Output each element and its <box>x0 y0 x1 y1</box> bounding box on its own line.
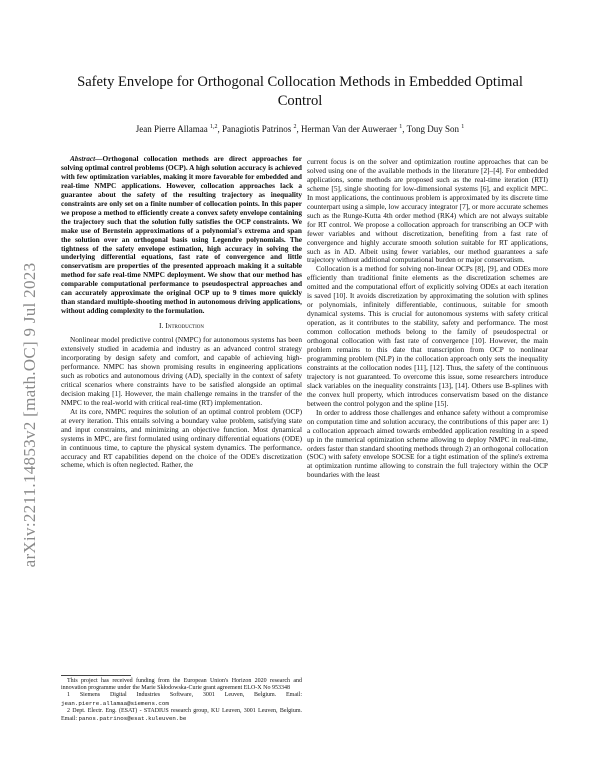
author: Tong Duy Son $^1$ <box>406 124 465 134</box>
author: Jean Pierre Allamaa $^{1,2}$ <box>135 124 218 134</box>
author: Panagiotis Patrinos $^2$ <box>221 124 297 134</box>
footnote-affiliation-2: 2 Dept. Electr. Eng. (ESAT) - STADIUS research group, KU Leuven, 3001 Leuven, Belgium. Email: panos.patrinos@esat.kuleuven.be <box>61 707 302 723</box>
abstract-text: —Orthogonal collocation methods are direct approaches for solving optimal control problems (OCP). A high solution accuracy is achieved with few optimization variables, making it more favorable for embedded and real-time NMPC applications. However, collocation approaches lack a guarantee about the safety of the resulting trajectory as inequality constraints are only set on a finite number of collocation points. In this paper we propose a method to efficiently create a convex safety envelope containing the trajectory such that the solution fully satisfies the OCP constraints. We make use of Bernstein approximations of a polynomial's extrema and span the solution over an orthogonal basis using Legendre polynomials. The tightness of the safety envelope estimation, high accuracy in solving the underlying differential equations, fast rate of convergence and little conservatism are properties of the presented approach making it a suitable method for safe real-time NMPC deployment. We show that our method has comparable computational performance to pseudospectral approaches and can accurately approximate the original OCP up to 9 times more quickly than standard multiple-shooting method in autonomous driving applications, without adding complexity to the formulation. <box>61 154 302 316</box>
left-column <box>61 155 302 470</box>
right-column <box>307 158 548 480</box>
author: Herman Van der Auweraer $^1$ <box>300 124 403 134</box>
abstract <box>61 155 302 316</box>
abstract-lead: Abstract <box>70 154 96 163</box>
footnote-affiliation-1: 1 Siemens Digital Industries Software, 3001 Leuven, Belgium. Email: jean.pierre.allamaa@siemens.com <box>61 692 302 707</box>
email-link[interactable]: panos.patrinos@esat.kuleuven.be <box>78 715 187 723</box>
body-paragraph: current focus is on the solver and optimization routine approaches that can be solved using one of the available methods in the literature [2]–[4]. For embedded applications, some methods are proposed such as the real-time iteration (RTI) scheme [5], single shooting for low-dimensional systems [6], and explicit MPC. In most applications, the continuous problem is approximated by its discrete time counterpart using a simple, low accuracy integrator [7], or more accurate schemes such as the Runge-Kutta 4th order method (RK4) which are not always suitable for RT control. We propose a collocation approach for transcribing an OCP with fewer variables and without discretization, benefiting from a fast rate of convergence and highly accurate smooth solution suitable for RT applications, such as in AD. Albeit using fewer variables, our method guarantees a safe trajectory without additional computational burden or major conservatism. <box>307 157 548 265</box>
arxiv-identifier-sidebar <box>10 195 50 635</box>
body-paragraph: Nonlinear model predictive control (NMPC) for autonomous systems has been extensively studied in academia and industry as an advanced control strategy incorporating by design safety and comfort, and capable of achieving high-performance. NMPC has shown promising results in engineering applications such as robotics and autonomous driving (AD), specially in the context of safety critical scenarios where constraints have to be satisfied alongside an optimal decision making [1]. However, the main challenge remains in the transfer of the NMPC to the real-world with critical real-time (RT) implementation. <box>61 335 302 407</box>
author-list: Jean Pierre Allamaa $^{1,2}$, Panagiotis Patrinos $^2$, Herman Van der Auweraer $^1$, Tong Duy Son $^1$ <box>135 124 465 134</box>
footnotes <box>61 678 302 723</box>
paper-title: Safety Envelope for Orthogonal Collocation Methods in Embedded Optimal Control <box>77 74 523 109</box>
footnote-rule <box>61 675 131 676</box>
section-heading: I. Introduction <box>159 321 204 331</box>
body-paragraph: At its core, NMPC requires the solution of an optimal control problem (OCP) at every iteration. This entails solving a boundary value problem, satisfying state and input constraints, and minimizing an objective function. Most dynamical systems in MPC, are first formulated using ordinary differential equations (ODE) in continuous time, to capture the physical system dynamics. The performance, accuracy and RT capabilities depend on the choice of the ODE's discretization scheme, which is often neglected. Rather, the <box>61 406 302 470</box>
footnote-funding: This project has received funding from the European Union's Horizon 2020 research and innovation programme under the Marie Skłodowska-Curie grant agreement ELO-X No 953348 <box>61 678 302 692</box>
email-link[interactable]: jean.pierre.allamaa@siemens.com <box>61 699 169 707</box>
body-paragraph: In order to address those challenges and enhance safety without a compromise on computation time and solution accuracy, the contributions of this paper are: 1) a collocation approach aimed towards embedded application resulting in a speed up in the numerical optimization scheme allowing to deploy NMPC in real-time, orders faster than standard shooting methods through 2) an orthogonal collocation (SOC) with safety envelope SOCSE for a tight estimation of the spline's extrema at optimization runtime allowing to constrain the full trajectory within the OCP boundaries with the least <box>307 407 548 480</box>
body-paragraph: Collocation is a method for solving non-linear OCPs [8], [9], and ODEs more efficiently than traditional finite elements as the discretization schemes are omitted and the computational effort of explicitly solving ODEs at each iteration is saved [10]. It avoids discretization by approximating the solution with splines or polynomials, infinitely differentiable, continuous, suitable for smooth dynamical systems. This is crucial for autonomous systems with safety critical operation, as it contributes to the stability, safety and performance. The most common collocation methods belong to the family of pseudospectral or orthogonal collocation with fast rate of convergence [10]. However, the main problem remains to this date that transcription from OCP to nonlinear programming problem (NLP) in the collocation approach only sets the inequality constraints at the collocation nodes [11], [12]. Thus, the safety of the continuous trajectory is not guaranteed. To overcome this issue, some researchers introduce slack variables on the inequality constraints [13], [14]. Others use B-splines with the convex hull property, which introduces conservatism based on the distance between the control polygon and the spline [15]. <box>307 264 548 408</box>
arxiv-identifier: arXiv:2211.14853v2 [math.OC] 9 Jul 2023 <box>20 262 39 568</box>
